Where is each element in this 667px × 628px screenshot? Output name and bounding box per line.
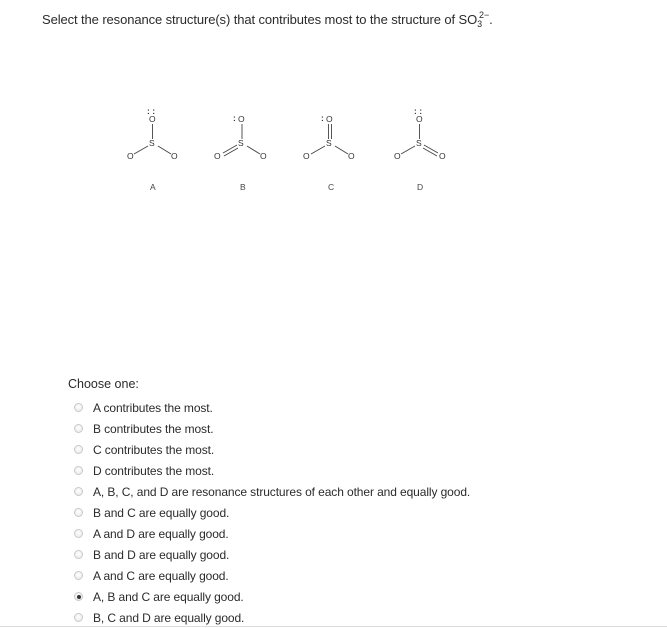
structure-a-right-oxygen: O <box>171 151 178 161</box>
option-label: C contributes the most. <box>93 442 215 457</box>
choose-one-label: Choose one: <box>68 377 139 391</box>
option-label: A contributes the most. <box>93 400 213 415</box>
structure-c-right-bond <box>335 146 348 154</box>
option-label: B and D are equally good. <box>93 547 230 562</box>
radio-button[interactable] <box>74 613 83 622</box>
structure-b-right-bond <box>247 146 260 154</box>
option-all-equal[interactable] <box>74 481 470 502</box>
option-a-b-c-equal[interactable] <box>74 586 470 607</box>
radio-button[interactable] <box>74 487 83 496</box>
option-b-c-equal[interactable] <box>74 502 470 523</box>
option-d-most[interactable] <box>74 460 470 481</box>
structure-b-left-bond-2 <box>224 148 238 156</box>
structure-a-label: A <box>150 182 156 192</box>
structure-d-left-oxygen: O <box>394 151 401 161</box>
structure-d <box>394 106 446 192</box>
structure-c-top-oxygen: O <box>326 114 333 124</box>
structure-c-sulfur: S <box>326 138 332 148</box>
structure-d-top-oxygen: O <box>416 114 423 124</box>
structure-a-top-oxygen: O <box>149 114 156 124</box>
structure-b <box>214 113 267 192</box>
option-a-d-equal[interactable] <box>74 523 470 544</box>
structure-c <box>303 113 355 192</box>
structure-c-label: C <box>328 182 335 192</box>
radio-button[interactable] <box>74 571 83 580</box>
option-label: B contributes the most. <box>93 421 214 436</box>
bottom-divider <box>0 626 667 627</box>
question-superscript: 2− <box>479 10 490 20</box>
option-b-d-equal[interactable] <box>74 544 470 565</box>
option-label: A, B, C, and D are resonance structures of each other and equally good. <box>93 484 471 499</box>
structure-d-top-lone-pairs: : : <box>414 106 423 116</box>
structure-c-left-oxygen: O <box>303 151 310 161</box>
question-subscript: 3 <box>477 19 483 29</box>
radio-button[interactable] <box>74 424 83 433</box>
option-label: B, C and D are equally good. <box>93 610 245 625</box>
radio-button[interactable] <box>74 403 83 412</box>
option-a-most[interactable] <box>74 397 470 418</box>
radio-button[interactable] <box>74 466 83 475</box>
structure-d-sulfur: S <box>416 138 422 148</box>
option-label: D contributes the most. <box>93 463 215 478</box>
structure-c-right-oxygen: O <box>348 151 355 161</box>
structure-a-left-oxygen: O <box>127 151 134 161</box>
structure-c-top-lone-pairs: : <box>321 113 324 123</box>
resonance-structures <box>0 0 667 220</box>
structure-b-label: B <box>240 182 246 192</box>
option-c-most[interactable] <box>74 439 470 460</box>
structure-d-right-bond-2 <box>423 148 437 156</box>
structure-d-label: D <box>417 182 424 192</box>
answer-options <box>74 397 470 628</box>
radio-button[interactable] <box>74 445 83 454</box>
structure-b-sulfur: S <box>238 138 244 148</box>
structure-b-left-bond-1 <box>223 145 237 153</box>
structure-d-right-bond-1 <box>424 145 438 153</box>
structure-d-right-oxygen: O <box>439 151 446 161</box>
question-suffix: . <box>489 12 493 27</box>
structure-b-top-oxygen: O <box>238 114 245 124</box>
radio-button[interactable] <box>74 550 83 559</box>
resonance-structures-figure <box>0 0 667 220</box>
radio-button[interactable] <box>74 529 83 538</box>
structure-b-right-oxygen: O <box>260 151 267 161</box>
structure-a-sulfur: S <box>149 138 155 148</box>
option-a-c-equal[interactable] <box>74 565 470 586</box>
option-b-c-d-equal[interactable] <box>74 607 470 628</box>
structure-a-top-lone-pairs: : : <box>147 106 156 116</box>
structure-b-left-oxygen: O <box>214 151 221 161</box>
structure-c-left-bond <box>311 146 325 154</box>
structure-d-left-bond <box>401 146 415 154</box>
radio-button[interactable] <box>74 592 83 601</box>
option-label: A and C are equally good. <box>93 568 229 583</box>
radio-button[interactable] <box>74 508 83 517</box>
structure-b-top-lone-pairs: : <box>233 113 236 123</box>
option-label: A, B and C are equally good. <box>93 589 244 604</box>
structure-a-left-bond <box>134 146 148 154</box>
structure-a-right-bond <box>158 146 171 154</box>
option-label: A and D are equally good. <box>93 526 229 541</box>
structure-a <box>127 106 178 192</box>
option-label: B and C are equally good. <box>93 505 230 520</box>
question-prefix: Select the resonance structure(s) that contributes most to the structure of SO <box>42 12 478 27</box>
option-b-most[interactable] <box>74 418 470 439</box>
